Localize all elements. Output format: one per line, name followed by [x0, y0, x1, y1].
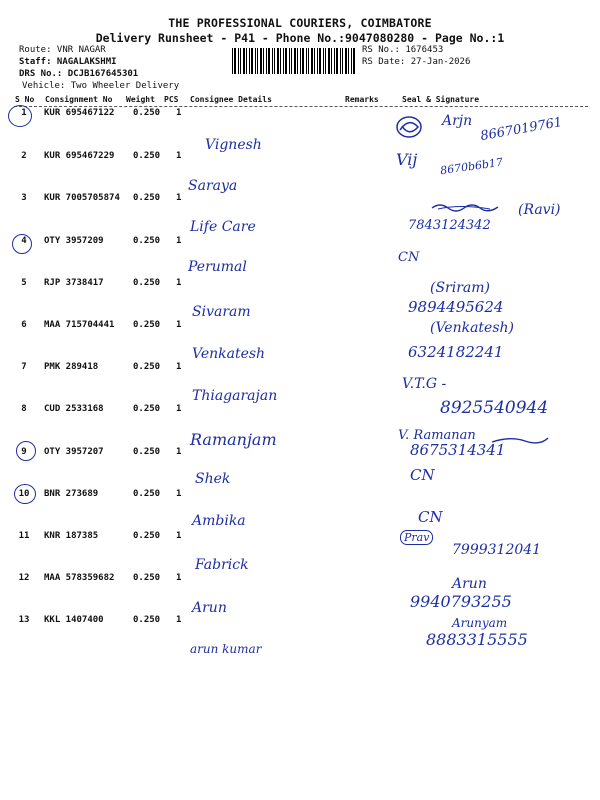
- phone-number: 9894495624: [408, 298, 504, 316]
- consignee-name: Saraya: [188, 178, 238, 194]
- consignee-name: Ramanjam: [190, 430, 277, 449]
- note-cn: CN: [398, 250, 420, 265]
- consignee-name: arun kumar: [190, 642, 262, 656]
- rs-date: RS Date: 27-Jan-2026: [362, 57, 471, 67]
- table-row: 7 PMK 289418 0.250 1: [21, 362, 182, 372]
- consignee-name: Fabrick: [195, 557, 249, 573]
- phone-number: 9940793255: [410, 592, 512, 611]
- consignee-name: Perumal: [188, 259, 247, 275]
- table-row: 2 KUR 695467229 0.250 1: [21, 151, 182, 161]
- consignee-name: Vignesh: [205, 137, 262, 153]
- signature: (Sriram): [430, 280, 490, 296]
- col-seal: Seal & Signature: [402, 95, 480, 104]
- signature: Arunyam: [452, 616, 508, 630]
- phone-number: 7843124342: [408, 218, 491, 233]
- consignee-name: Thiagarajan: [192, 388, 278, 404]
- vehicle-label: Vehicle: Two Wheeler Delivery: [22, 81, 180, 91]
- table-row: 12 MAA 578359682 0.250 1: [18, 573, 182, 583]
- consignee-name: Life Care: [190, 219, 256, 235]
- signature: Prav: [400, 530, 433, 545]
- consignee-name: Shek: [195, 471, 231, 487]
- route-label: Route: VNR NAGAR: [19, 45, 106, 55]
- table-row: 4 OTY 3957209 0.250 1: [21, 236, 182, 246]
- signature: Vij: [396, 150, 418, 169]
- phone-number: 7999312041: [452, 542, 542, 558]
- signature: Arjn: [442, 113, 473, 129]
- table-row: 5 RJP 3738417 0.250 1: [21, 278, 182, 288]
- col-consignee: Consignee Details: [190, 95, 272, 104]
- hand-circle-mark: [8, 105, 32, 127]
- table-row: 6 MAA 715704441 0.250 1: [21, 320, 182, 330]
- col-pcs: PCS: [164, 95, 179, 104]
- consignee-name: Ambika: [192, 513, 246, 529]
- phone-number: 8667019761: [479, 114, 564, 145]
- table-row: 8 CUD 2533168 0.250 1: [21, 404, 182, 414]
- table-row: 13 KKL 1407400 0.250 1: [18, 615, 182, 625]
- signature: (Ravi): [518, 202, 561, 218]
- hand-circle-mark: [14, 484, 36, 504]
- signature: V.T.G -: [402, 376, 447, 392]
- drs-label: DRS No.: DCJB167645301: [19, 69, 139, 79]
- phone-number: 8925540944: [440, 398, 549, 418]
- phone-number: 6324182241: [408, 343, 504, 361]
- signature: V. Ramanan: [398, 428, 476, 443]
- consignee-name: Sivaram: [192, 304, 251, 320]
- seal-scribble-icon: [394, 112, 424, 142]
- table-row: 10 BNR 273689 0.250 1: [18, 489, 182, 499]
- note-cn: CN: [410, 466, 435, 484]
- table-row: 9 OTY 3957207 0.250 1: [21, 447, 182, 457]
- company-title: THE PROFESSIONAL COURIERS, COIMBATORE: [168, 16, 432, 30]
- staff-label: Staff: NAGALAKSHMI: [19, 57, 117, 67]
- phone-number: 8883315555: [426, 630, 528, 649]
- runsheet-subtitle: Delivery Runsheet - P41 - Phone No.:9047080280 - Page No.:1: [95, 31, 505, 45]
- table-row: 11 KNR 187385 0.250 1: [18, 531, 182, 541]
- note-cn: CN: [418, 508, 443, 526]
- consignee-name: Arun: [192, 600, 227, 616]
- consignee-name: Venkatesh: [192, 346, 266, 362]
- col-consignment: Consignment No: [45, 95, 113, 104]
- table-row: 1 KUR 695467122 0.250 1: [21, 108, 182, 118]
- col-remarks: Remarks: [345, 95, 379, 104]
- scribble-mark: [430, 200, 500, 214]
- hand-circle-mark: [16, 441, 36, 461]
- col-sno: S No: [15, 95, 35, 104]
- signature: (Venkatesh): [430, 320, 514, 336]
- hand-circle-mark: [12, 234, 32, 254]
- rs-number: RS No.: 1676453: [362, 45, 444, 55]
- barcode: [232, 48, 357, 74]
- signature: Arun: [452, 576, 487, 592]
- table-row: 3 KUR 7005705874 0.250 1: [21, 193, 182, 203]
- phone-number: 8675314341: [410, 441, 506, 459]
- phone-number: 8670b6b17: [439, 155, 504, 178]
- header-divider: [14, 106, 588, 107]
- col-weight: Weight: [126, 95, 155, 104]
